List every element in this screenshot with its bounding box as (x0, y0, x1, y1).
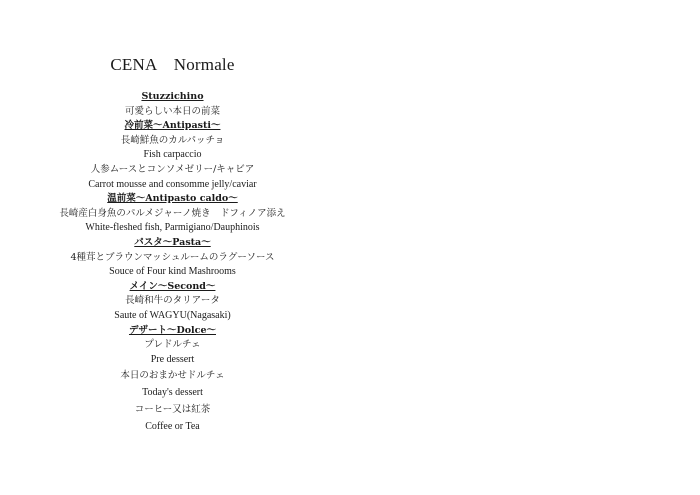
section-heading: 温前菜～Antipasto caldo～ (107, 193, 238, 205)
menu-item: 4種茸とブラウンマッシュルームのラグーソース (70, 251, 275, 263)
menu-item-english: Today's dessert (142, 387, 203, 399)
menu-item: 本日のおまかせドルチェ (120, 370, 225, 382)
menu-item: 可愛らしい本日の前菜 (124, 105, 220, 117)
menu-item-english: White-fleshed fish, Parmigiano/Dauphinois (85, 222, 260, 234)
section-heading: 冷前菜～Antipasti～ (124, 120, 221, 132)
section-heading: Stuzzichino (141, 91, 204, 102)
menu-item: 長崎和牛のタリアータ (125, 295, 220, 307)
menu-item-english: Souce of Four kind Mashrooms (109, 266, 236, 278)
menu-item: 長崎産白身魚のパルメジャーノ焼き ドフィノア添え (59, 207, 286, 219)
section-heading: メイン～Second～ (129, 280, 216, 292)
menu-item: 長崎鮮魚のカルパッチョ (120, 134, 225, 146)
menu-lines (0, 90, 345, 435)
section-heading: パスタ～Pasta～ (134, 236, 211, 248)
menu-item-english: Fish carpaccio (143, 149, 202, 161)
menu-item: プレドルチェ (144, 339, 201, 351)
section-heading: デザート～Dolce～ (128, 324, 216, 336)
menu-item-english: Carrot mousse and consomme jelly/caviar (88, 178, 257, 190)
menu-item-english: Pre dessert (150, 353, 195, 365)
menu-item-english: Saute of WAGYU(Nagasaki) (114, 309, 231, 321)
dinner-menu (0, 54, 345, 435)
menu-title: CENA Normale (110, 55, 235, 74)
menu-item-english: Coffee or Tea (145, 421, 200, 433)
menu-item: コーヒー又は紅茶 (134, 404, 211, 416)
menu-item: 人参ムースとコンソメゼリー/キャビア (90, 163, 255, 175)
